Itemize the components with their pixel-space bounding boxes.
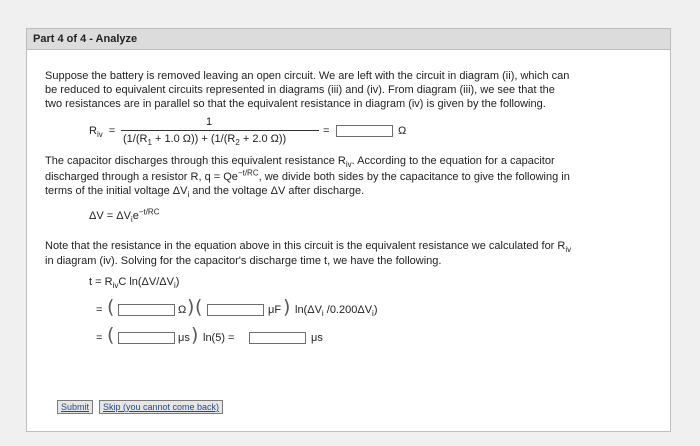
eq5-equals: = [96,332,103,344]
eq5-open-paren: ( [107,324,115,346]
para2-line-2: discharged through a resistor R, $q = Qe^{-t/RC}$, we divide both sides by the capacitance to give the following in [45,168,570,183]
intro-line-3: two resistances are in parallel so that the equivalent resistance in diagram (iv) is given by the following. [45,98,546,110]
eq4-tail: $\ln(\Delta V_i$ $/0.200\Delta V_i$) [295,304,378,319]
eq1-equals: = [323,125,330,137]
eq1-fraction-line [121,130,319,131]
eq1-denominator: ($1/(R_1 + 1.0$ $\Omega)) + (1/(R_2 + 2.0$ Ω)) [123,133,287,148]
r-value-input[interactable] [118,304,175,316]
eq1-numerator: 1 [206,116,213,128]
eq4-equals: = [96,304,103,316]
eq3: $t = R_{iv}C$ $\ln(\Delta V/\Delta V_i)$ [89,276,180,291]
eq4-open-paren-2: ( [195,296,203,318]
skip-button[interactable]: Skip (you cannot come back) [99,400,223,414]
para3-line-2: in diagram (iv). Solving for the capacitor's discharge time t, we have the following. [45,255,442,267]
c-value-input[interactable] [207,304,264,316]
eq4-open-paren-1: ( [107,296,115,318]
question-panel [26,28,671,432]
eq2: $\Delta V = \Delta V_ie^{-t/RC}$ [89,207,160,225]
eq4-close-paren-2: ) [283,296,291,318]
eq4-unit-uf: μF [268,304,282,316]
r-iv-input[interactable] [336,125,393,137]
intro-line-2: be reduced to equivalent circuits represented in diagrams (iii) and (iv). From diagram (iii), we see that the [45,84,555,96]
submit-button[interactable]: Submit [57,400,93,414]
para3-line-1: Note that the resistance in the equation above in this circuit is the equivalent resistance we calculated for $R_{iv}$ [45,240,572,255]
t-value-input[interactable] [249,332,306,344]
eq1-unit: Ω [398,125,407,137]
eq4-close-paren-1: ) [187,296,195,318]
intro-line-1: Suppose the battery is removed leaving an open circuit. We are left with the circuit in diagram (ii), which can [45,70,570,82]
para2-line-3: terms of the initial voltage $\Delta V_i$ and the voltage ΔV after discharge. [45,185,365,200]
eq5-mid: ln(5) = [203,332,235,344]
eq1-lhs: $R_{iv}$ = [89,125,116,140]
eq5-unit-us-2: μs [311,332,323,344]
part-header: Part 4 of 4 - Analyze [27,29,670,50]
eq5-close-paren: ) [191,324,199,346]
eq5-unit-us-1: μs [178,332,190,344]
rc-value-input[interactable] [118,332,175,344]
para2-line-1: The capacitor discharges through this equivalent resistance $R_{iv}$. According to the equation for a capacitor [45,155,555,170]
eq4-unit-ohm: Ω [178,304,187,316]
